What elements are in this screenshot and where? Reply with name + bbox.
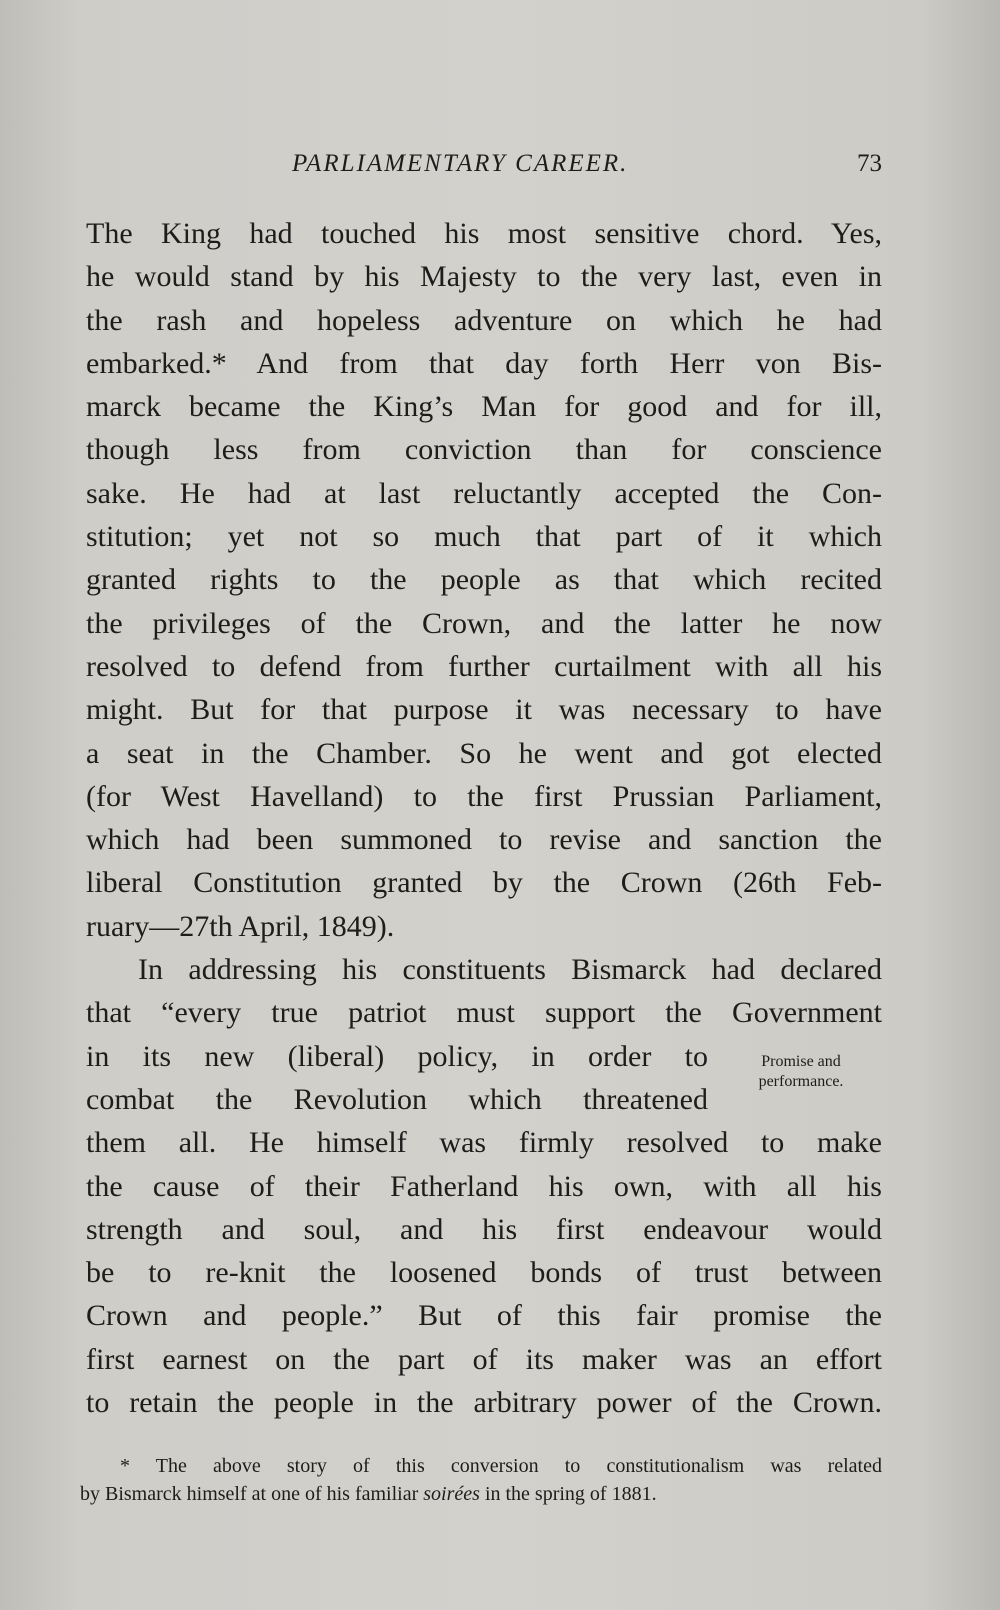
- text-line: the privileges of the Crown, and the latter he now: [86, 606, 882, 640]
- main-text: [86, 212, 882, 1424]
- text-line: the cause of their Fatherland his own, with all his: [86, 1169, 882, 1203]
- text-line: marck became the King’s Man for good and for ill,: [86, 390, 882, 424]
- paragraph-1: [86, 212, 882, 948]
- text-line: in its new (liberal) policy, in order to: [86, 1039, 708, 1073]
- paragraph-2: [86, 948, 882, 1424]
- text-line: granted rights to the people as that which recited: [86, 563, 882, 597]
- text-line: to retain the people in the arbitrary power of the Crown.: [86, 1386, 882, 1420]
- text-line: Crown and people.” But of this fair promise the: [86, 1299, 882, 1333]
- text-line: In addressing his constituents Bismarck had declared: [138, 953, 882, 987]
- text-line: ruary—27th April, 1849).: [86, 909, 395, 943]
- text-line: a seat in the Chamber. So he went and got elected: [86, 736, 882, 770]
- margin-note-line: Promise and: [761, 1053, 841, 1070]
- running-title: PARLIAMENTARY CAREER.: [292, 150, 629, 177]
- footnote-italic-word: soirées: [423, 1483, 480, 1505]
- text-line: sake. He had at last reluctantly accepted the Con-: [86, 476, 882, 510]
- footnote-line-2: [80, 1480, 882, 1508]
- footnote: [80, 1452, 882, 1508]
- footnote-line: * The above story of this conversion to constitutionalism was related: [120, 1455, 882, 1477]
- text-line: which had been summoned to revise and sanction the: [86, 823, 882, 857]
- footnote-text: by Bismarck himself at one of his familiar: [80, 1483, 424, 1505]
- text-line: stitution; yet not so much that part of it which: [86, 520, 882, 554]
- text-line: might. But for that purpose it was necessary to have: [86, 693, 882, 727]
- page-header: [92, 150, 882, 190]
- text-line: first earnest on the part of its maker was an effort: [86, 1342, 882, 1376]
- page-number: 73: [857, 150, 882, 177]
- margin-note: [726, 1052, 876, 1092]
- text-line: (for West Havelland) to the first Prussian Parliament,: [86, 779, 882, 813]
- text-line: he would stand by his Majesty to the very last, even in: [86, 260, 882, 294]
- text-line: them all. He himself was firmly resolved to make: [86, 1126, 882, 1160]
- text-line: resolved to defend from further curtailment with all his: [86, 649, 882, 683]
- text-line: that “every true patriot must support the Government: [86, 996, 882, 1030]
- text-line: though less from conviction than for conscience: [86, 433, 882, 467]
- text-line: the rash and hopeless adventure on which he had: [86, 303, 882, 337]
- text-line: strength and soul, and his first endeavour would: [86, 1212, 882, 1246]
- margin-note-line: performance.: [758, 1073, 844, 1090]
- text-line: The King had touched his most sensitive chord. Yes,: [86, 217, 882, 250]
- text-line: liberal Constitution granted by the Crown (26th Feb-: [86, 866, 882, 900]
- footnote-text: in the spring of 1881.: [479, 1483, 657, 1505]
- text-line: embarked.* And from that day forth Herr von Bis-: [86, 346, 882, 380]
- text-line: combat the Revolution which threatened: [86, 1082, 708, 1116]
- text-line: be to re-knit the loosened bonds of trust between: [86, 1256, 882, 1290]
